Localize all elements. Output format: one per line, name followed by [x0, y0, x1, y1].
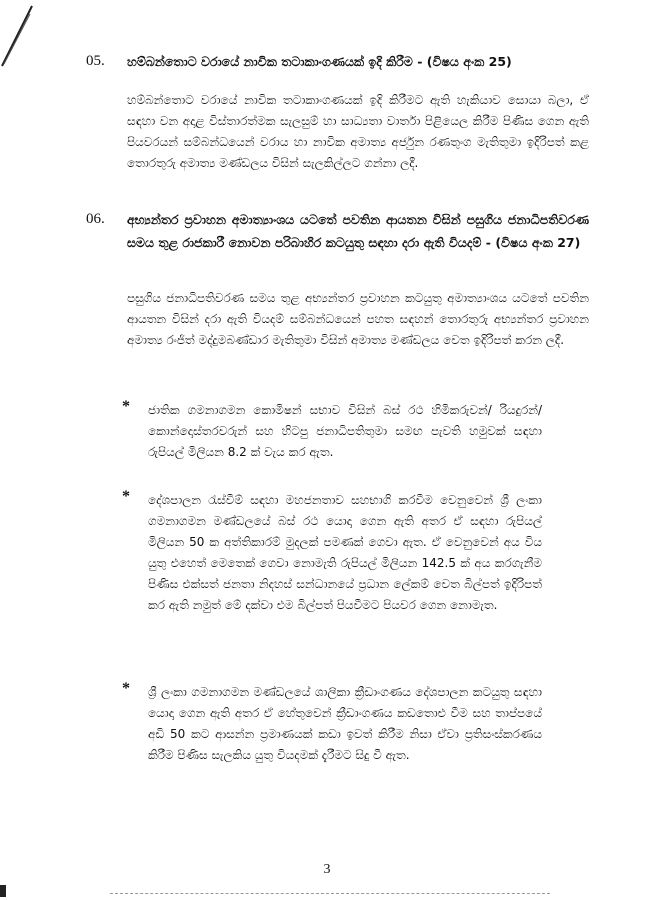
scan-corner-mark	[0, 0, 60, 70]
section-title: හම්බන්තොට වරායේ නාවික තටාකාංගණයක් ඉදි කිරීම - (විෂය අංක 25)	[127, 54, 512, 69]
bullet-item: ශ්‍රී ලංකා ගමනාගමන මණ්ඩලයේ ශාලිකා ක්‍රීඩාංගණය දේශපාලන කටයුතු සඳහා යොදා ගෙන ඇති අතර ඒ හේතුවෙන් ක්‍රීඩාංගණය කඩතොළු වීම සහ තාප්පයේ අඩි 50 කට ආසන්න ප්‍රමාණයක් කඩා ඉවත් කිරීම නිසා ඒවා ප්‍රතිසංස්කරණය කිරීම පිණිස සැලකිය යුතු වියදමක් දැරීමට සිදු වී ඇත.	[148, 685, 542, 762]
bullet-marker: *	[122, 488, 130, 505]
bullet-marker: *	[122, 398, 130, 415]
section-number: 05.	[86, 53, 105, 69]
scan-edge-mark	[0, 885, 6, 897]
section-body: පසුගිය ජනාධිපතිවරණ සමය තුළ අභ්‍යන්තර ප්‍රවාහන කටයුතු අමාත්‍යාංශය යටතේ පවතින ආයතන විසින් දරා ඇති වියදම් සම්බන්ධයෙන් පහත සඳහන් තොරතුරු අභ්‍යන්තර ප්‍රවාහන අමාත්‍ය රංජිත් මද්දුමබණ්ඩාර මැතිතුමා විසින් අමාත්‍ය මණ්ඩලය වෙත ඉදිරිපත් කරන ලදී.	[127, 291, 589, 347]
page-number: 3	[323, 862, 331, 877]
section-number: 06.	[86, 211, 105, 227]
section-title: අභ්‍යන්තර ප්‍රවාහන අමාත්‍යාංශය යටතේ පවතින ආයතන විසින් පසුගිය ජනාධිපතිවරණ සමය තුළ රාජකාරී නොවන පරිබාහිර කටයුතු සඳහා දරා ඇති වියදම් - (විෂය අංක 27)	[127, 212, 589, 250]
footer-divider	[110, 893, 550, 895]
bullet-item: ජාතික ගමනාගමන කොමිෂන් සභාව විසින් බස් රථ හිමිකරුවන්/ රියදුරන්/කොන්දොස්තරවරුන් සහ හිටපු ජනාධිපතිතුමා සමඟ පැවති හමුවක් සඳහා රුපියල් මිලියන 8.2 ක් වැය කර ඇත.	[148, 403, 542, 459]
bullet-marker: *	[122, 680, 130, 697]
bullet-item: දේශපාලන රැස්වීම් සඳහා මහජනතාව සහභාගි කරවීම වෙනුවෙන් ශ්‍රී ලංකා ගමනාගමන මණ්ඩලයේ බස් රථ යොදා ගෙන ඇති අතර ඒ සඳහා රුපියල් මිලියන 50 ක අත්තිකාරම් මුදලක් පමණක් ගෙවා ඇත. ඒ වෙනුවෙන් අය විය යුතු එහෙත් මෙතෙක් ගෙවා නොමැති රුපියල් මිලියන 142.5 ක් අය කරගැනීම පිණිස එක්සත් ජනතා නිදහස් සන්ධානයේ ප්‍රධාන ලේකම් වෙත බිල්පත් ඉදිරිපත් කර ඇති නමුත් මේ දක්වා එම බිල්පත් පියවීමට පියවර ගෙන නොමැත.	[148, 493, 542, 612]
section-body: හම්බන්තොට වරායේ නාවික තටාකාංගණයක් ඉදි කිරීමට ඇති හැකියාව සොයා බලා, ඒ සඳහා වන අදාළ විස්තාරත්මක සැලසුම් හා සාධ්‍යතා වාර්තා පිළියෙල කිරීම පිණිස ගෙන ඇති පියවරයන් සම්බන්ධයෙන් වරාය හා නාවික අමාත්‍ය අර්ජුන රණතුංග මැතිතුමා ඉදිරිපත් කළ තොරතුරු අමාත්‍ය මණ්ඩලය විසින් සැලකිල්ලට ගන්නා ලදී.	[127, 93, 589, 170]
